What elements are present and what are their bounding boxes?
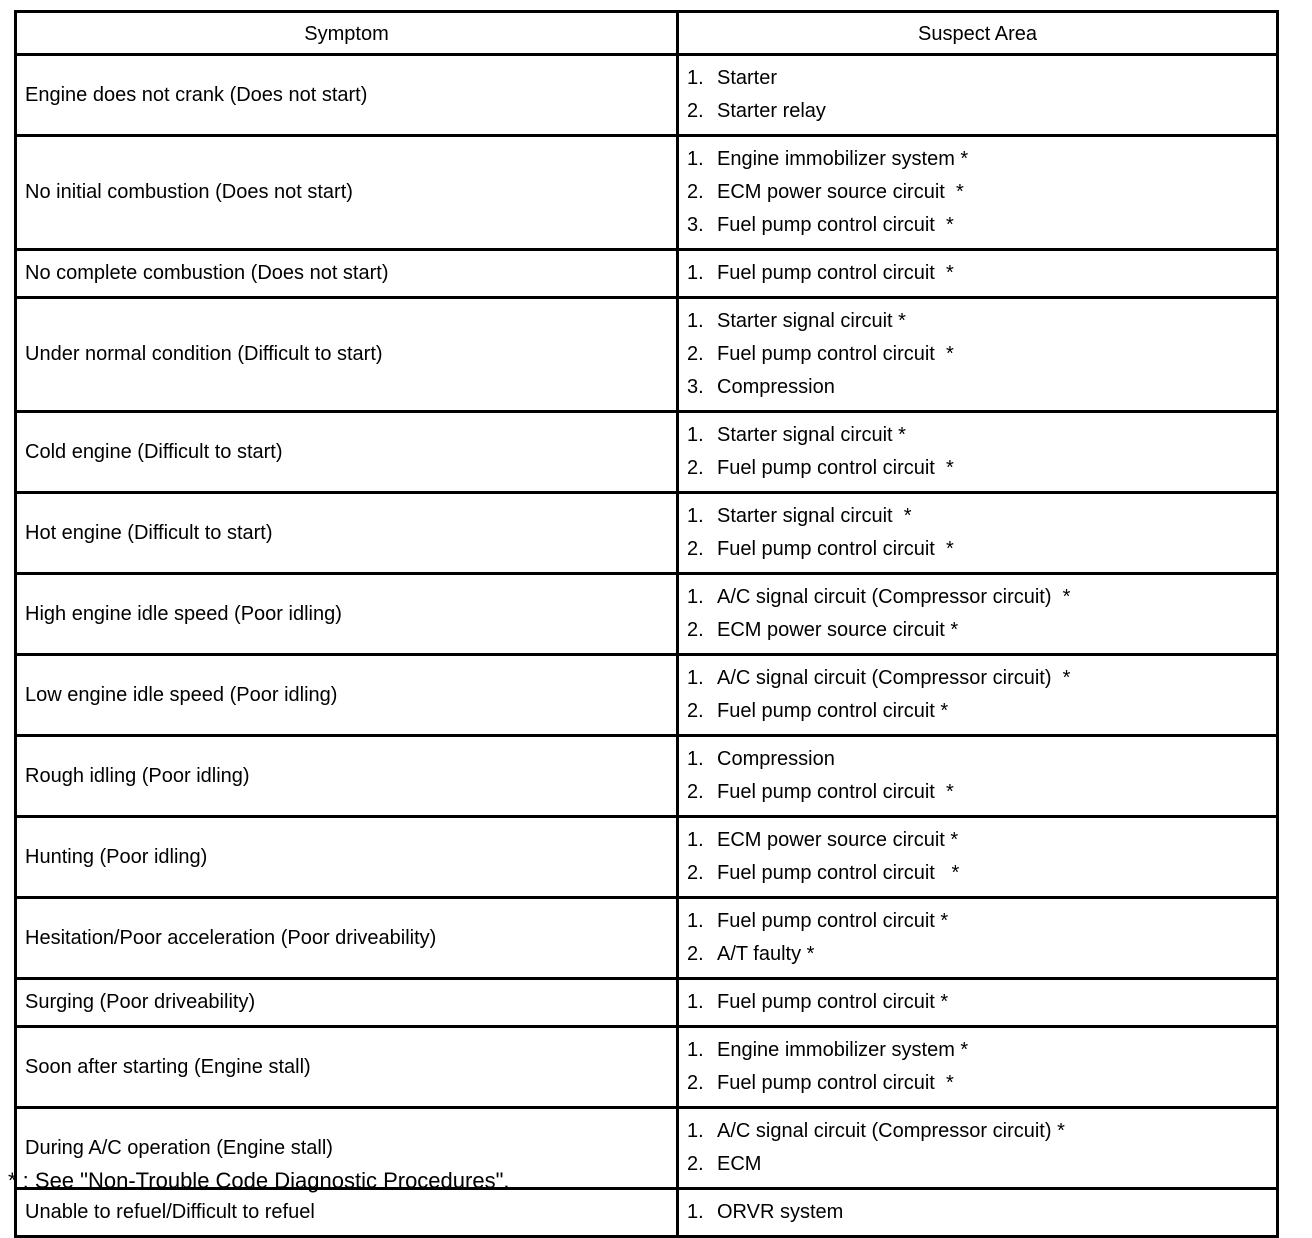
suspect-area-cell [678,979,1278,1027]
suspect-item [687,305,1268,338]
suspect-item-number: 2. [687,700,704,722]
suspect-item-text: Fuel pump control circuit * [717,862,960,884]
suspect-item [687,986,1268,1019]
table-row [16,817,1278,898]
suspect-item [687,1034,1268,1067]
suspect-item [687,500,1268,533]
suspect-item-text: ECM [717,1153,762,1175]
suspect-item-number: 1. [687,667,704,689]
symptom-cell: Rough idling (Poor idling) [16,736,678,817]
suspect-item [687,776,1268,809]
suspect-item [687,1148,1268,1181]
symptom-cell: Hunting (Poor idling) [16,817,678,898]
suspect-item-text: Fuel pump control circuit * [717,991,949,1013]
suspect-item [687,371,1268,404]
suspect-item-number: 1. [687,991,704,1013]
suspect-item [687,209,1268,242]
suspect-item [687,419,1268,452]
suspect-item-number: 1. [687,748,704,770]
suspect-item-number: 1. [687,586,704,608]
suspect-item-number: 1. [687,67,704,89]
suspect-area-cell [678,736,1278,817]
table-row [16,898,1278,979]
suspect-item [687,905,1268,938]
table-row [16,493,1278,574]
suspect-item-number: 2. [687,781,704,803]
suspect-item-number: 1. [687,910,704,932]
suspect-item-number: 2. [687,1153,704,1175]
suspect-item [687,581,1268,614]
suspect-item [687,452,1268,485]
suspect-item-text: Starter relay [717,100,826,122]
suspect-item-number: 1. [687,1201,704,1223]
suspect-item-number: 2. [687,619,704,641]
symptom-cell: Hot engine (Difficult to start) [16,493,678,574]
suspect-item-text: ECM power source circuit * [717,181,964,203]
suspect-item-text: Engine immobilizer system * [717,1039,969,1061]
suspect-item [687,338,1268,371]
suspect-area-cell [678,898,1278,979]
symptom-cell: Soon after starting (Engine stall) [16,1027,678,1108]
suspect-item-number: 2. [687,1072,704,1094]
suspect-item-text: ECM power source circuit * [717,829,959,851]
symptom-cell: Hesitation/Poor acceleration (Poor driveability) [16,898,678,979]
suspect-item-number: 1. [687,310,704,332]
header-row [16,12,1278,55]
suspect-area-cell [678,655,1278,736]
suspect-area-cell [678,1027,1278,1108]
table-row [16,136,1278,250]
suspect-area-cell [678,136,1278,250]
document-page [14,10,1276,1238]
suspect-item-text: ORVR system [717,1201,844,1223]
suspect-item [687,257,1268,290]
suspect-item-text: Fuel pump control circuit * [717,910,949,932]
table-row [16,412,1278,493]
table-body [16,55,1278,1237]
symptom-cell: Engine does not crank (Does not start) [16,55,678,136]
suspect-item-text: Starter [717,67,778,89]
symptom-cell: Unable to refuel/Difficult to refuel [16,1189,678,1237]
suspect-item-text: Fuel pump control circuit * [717,214,954,236]
table-row [16,574,1278,655]
suspect-item-text: Starter signal circuit * [717,310,906,332]
suspect-item-number: 2. [687,538,704,560]
suspect-item-number: 1. [687,505,704,527]
suspect-item-text: Starter signal circuit * [717,505,912,527]
table-row [16,655,1278,736]
suspect-item-text: Engine immobilizer system * [717,148,969,170]
symptom-header: Symptom [16,12,678,55]
suspect-item-number: 1. [687,1039,704,1061]
suspect-item-text: Compression [717,748,835,770]
footnote: * : See "Non-Trouble Code Diagnostic Procedures". [8,1168,510,1193]
suspect-item-text: A/C signal circuit (Compressor circuit) * [717,586,1071,608]
suspect-item-text: Starter signal circuit * [717,424,906,446]
suspect-item [687,176,1268,209]
suspect-item-text: ECM power source circuit * [717,619,959,641]
suspect-item [687,695,1268,728]
suspect-area-cell [678,298,1278,412]
suspect-item-text: Fuel pump control circuit * [717,1072,954,1094]
suspect-item-number: 1. [687,262,704,284]
suspect-area-header: Suspect Area [678,12,1278,55]
suspect-area-cell [678,250,1278,298]
suspect-item [687,662,1268,695]
suspect-item [687,533,1268,566]
suspect-item-number: 2. [687,100,704,122]
suspect-area-cell [678,412,1278,493]
suspect-area-cell [678,1189,1278,1237]
symptom-cell: High engine idle speed (Poor idling) [16,574,678,655]
suspect-item [687,62,1268,95]
suspect-item-text: Fuel pump control circuit * [717,700,949,722]
symptom-cell: Surging (Poor driveability) [16,979,678,1027]
suspect-area-cell [678,574,1278,655]
suspect-item-number: 1. [687,148,704,170]
suspect-item [687,857,1268,890]
symptom-cell: Cold engine (Difficult to start) [16,412,678,493]
table-row [16,298,1278,412]
suspect-item [687,938,1268,971]
suspect-item-text: Fuel pump control circuit * [717,781,954,803]
suspect-item [687,143,1268,176]
suspect-item [687,614,1268,647]
suspect-item [687,1196,1268,1229]
suspect-item-text: A/C signal circuit (Compressor circuit) * [717,667,1071,689]
suspect-item-number: 2. [687,343,704,365]
table-row [16,736,1278,817]
symptom-cell: During A/C operation (Engine stall) [16,1108,678,1189]
suspect-item-number: 1. [687,1120,704,1142]
suspect-item-number: 2. [687,862,704,884]
suspect-item-number: 1. [687,829,704,851]
table-row [16,55,1278,136]
suspect-item-number: 2. [687,181,704,203]
suspect-item-text: Fuel pump control circuit * [717,538,954,560]
suspect-item-text: Fuel pump control circuit * [717,343,954,365]
suspect-item-number: 2. [687,457,704,479]
suspect-item [687,743,1268,776]
symptom-cell: No initial combustion (Does not start) [16,136,678,250]
suspect-item [687,1067,1268,1100]
suspect-area-cell [678,817,1278,898]
suspect-area-cell [678,493,1278,574]
suspect-item [687,1115,1268,1148]
suspect-item [687,95,1268,128]
table-row [16,1027,1278,1108]
symptom-table [14,10,1279,1238]
suspect-item-number: 2. [687,943,704,965]
suspect-item-number: 1. [687,424,704,446]
suspect-item [687,824,1268,857]
suspect-item-text: Fuel pump control circuit * [717,262,954,284]
suspect-item-text: Compression [717,376,835,398]
suspect-item-number: 3. [687,214,704,236]
suspect-item-text: A/C signal circuit (Compressor circuit) * [717,1120,1065,1142]
suspect-item-number: 3. [687,376,704,398]
symptom-cell: Low engine idle speed (Poor idling) [16,655,678,736]
suspect-item-text: A/T faulty * [717,943,815,965]
table-row [16,979,1278,1027]
symptom-cell: Under normal condition (Difficult to start) [16,298,678,412]
table-row [16,250,1278,298]
suspect-item-text: Fuel pump control circuit * [717,457,954,479]
suspect-area-cell [678,55,1278,136]
symptom-cell: No complete combustion (Does not start) [16,250,678,298]
suspect-area-cell [678,1108,1278,1189]
